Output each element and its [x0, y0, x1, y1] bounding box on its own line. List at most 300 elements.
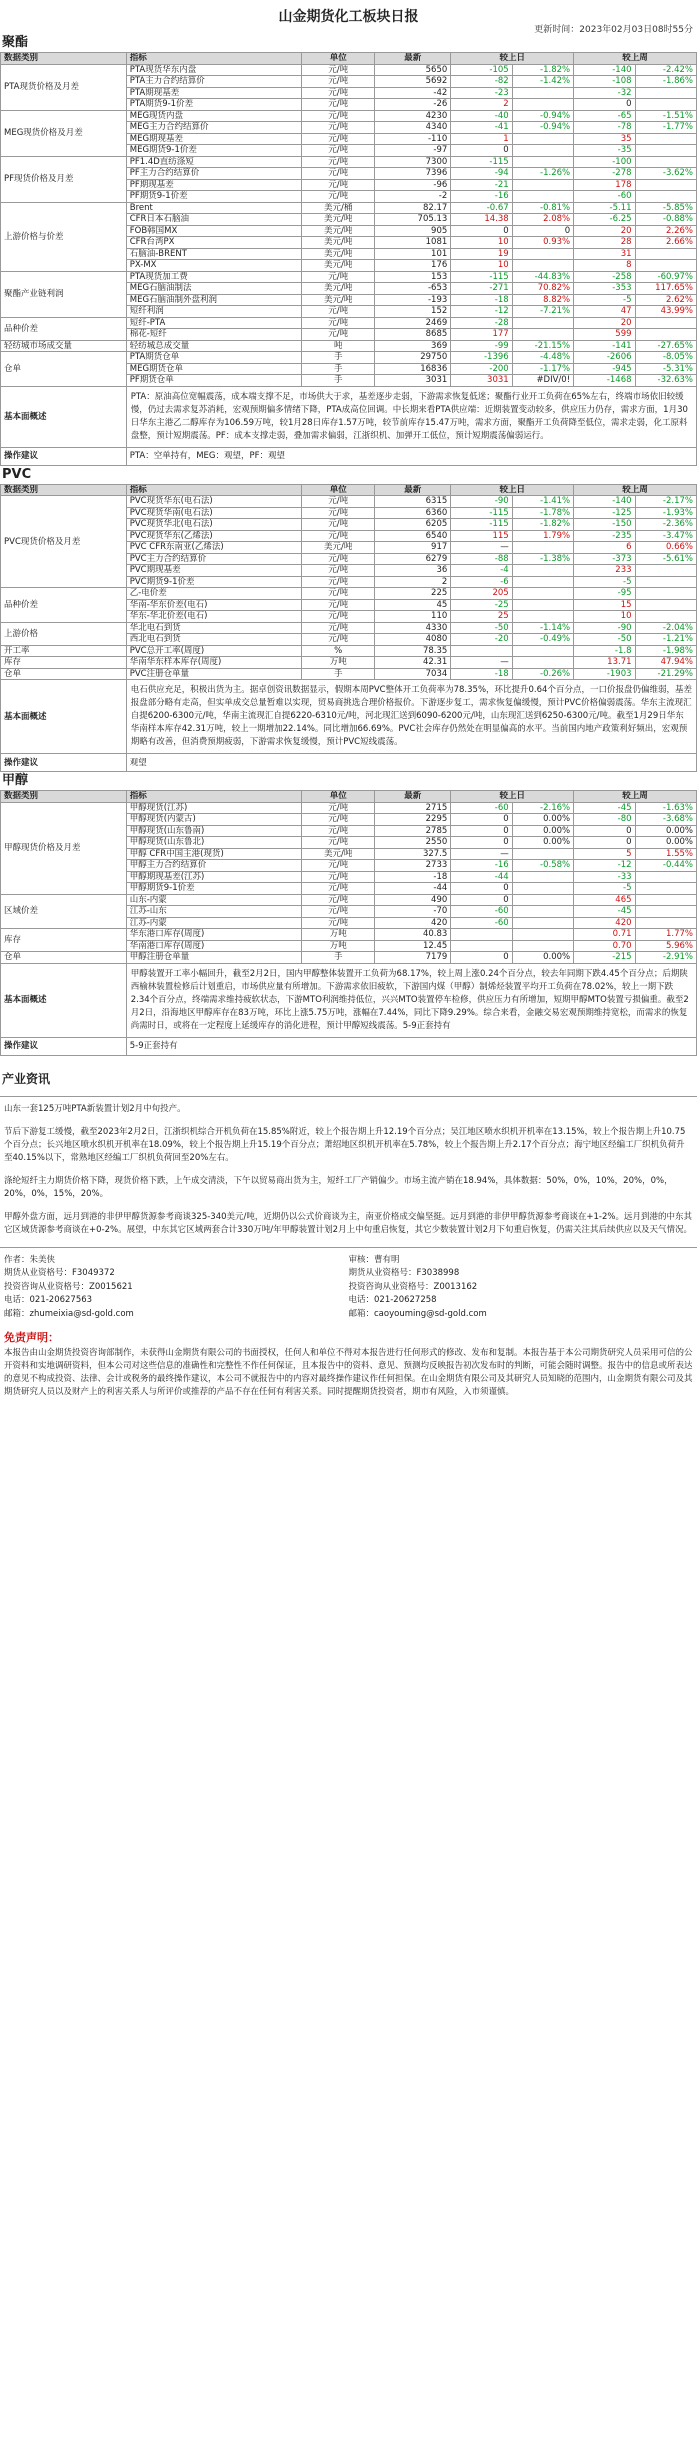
week-pct-cell: -1.21%	[635, 634, 696, 646]
category-cell: PVC现货价格及月差	[1, 496, 127, 588]
indicator-cell: PF主力合约结算价	[126, 168, 301, 180]
day-pct-cell: 1.79%	[512, 530, 573, 542]
indicator-cell: PVC现货华南(电石法)	[126, 507, 301, 519]
day-change-cell: -90	[451, 496, 512, 508]
week-pct-cell: -1.63%	[635, 802, 696, 814]
day-change-cell: -6	[451, 576, 512, 588]
indicator-cell: 华东港口库存(周度)	[126, 929, 301, 941]
header-cell: 最新	[375, 484, 451, 496]
day-change-cell: -82	[451, 76, 512, 88]
unit-cell: 元/吨	[302, 576, 375, 588]
latest-cell: 36	[375, 565, 451, 577]
day-pct-cell	[512, 588, 573, 600]
category-cell: PF现货价格及月差	[1, 156, 127, 202]
unit-cell: 吨	[302, 340, 375, 352]
update-time: 更新时间：2023年02月03日08时55分	[534, 25, 693, 35]
week-change-cell: 20	[574, 225, 635, 237]
day-pct-cell	[512, 87, 573, 99]
day-pct-cell	[512, 657, 573, 669]
week-change-cell: -90	[574, 622, 635, 634]
week-pct-cell: 2.62%	[635, 294, 696, 306]
week-pct-cell: -5.85%	[635, 202, 696, 214]
summary-label: 基本面概述	[1, 680, 127, 754]
section-title: PVC	[2, 466, 32, 482]
day-change-cell: -271	[451, 283, 512, 295]
latest-cell: 5692	[375, 76, 451, 88]
category-cell: 上游价格	[1, 622, 127, 645]
advice-text: PTA：空单持有，MEG：观望，PF：观望	[126, 447, 696, 465]
unit-cell: 元/吨	[302, 860, 375, 872]
day-pct-cell	[512, 848, 573, 860]
day-change-cell: 10	[451, 260, 512, 272]
week-change-cell: -12	[574, 860, 635, 872]
day-pct-cell: 2.08%	[512, 214, 573, 226]
indicator-cell: 轻纺城总成交量	[126, 340, 301, 352]
day-pct-cell	[512, 894, 573, 906]
latest-cell: 4080	[375, 634, 451, 646]
unit-cell: 元/吨	[302, 168, 375, 180]
week-change-cell: -1903	[574, 668, 635, 680]
week-change-cell: 35	[574, 133, 635, 145]
day-change-cell: 205	[451, 588, 512, 600]
week-change-cell: 5	[574, 848, 635, 860]
indicator-cell: 甲醇现货(山东鲁南)	[126, 825, 301, 837]
week-pct-cell: -21.29%	[635, 668, 696, 680]
unit-cell: 元/吨	[302, 906, 375, 918]
table-row	[1, 952, 697, 964]
week-pct-cell	[635, 248, 696, 260]
week-pct-cell: 0.66%	[635, 542, 696, 554]
week-change-cell: -78	[574, 122, 635, 134]
table-row	[1, 622, 697, 634]
summary-text: PTA：原油高位宽幅震荡，成本端支撑不足，市场供大于求，基差逐步走弱，下游需求恢复低迷；聚酯行业开工负荷在65%左右，终端市场依旧较缓慢，仍过去需求复苏消耗，宏观预期偏多情绪下降，PTA成高位回调。中长期来看PTA供应端：近期装置变动较多，供应压力仍存，需求方面，1月30日华东主港乙二醇库存为106.59万吨，较1月28日库存1.57万吨，较节前库存15.47万吨，需求方面，聚酯开工负荷降至低位，需求走弱，化工原料盘整，预计短期震荡。PF：成本支撑走弱，叠加需求偏弱，江浙织机、加弹开工低位，预计短期震荡偏弱运行。	[126, 386, 696, 447]
advice-label: 操作建议	[1, 754, 127, 772]
week-change-cell: -35	[574, 145, 635, 157]
industry-title: 产业资讯	[2, 1071, 51, 1086]
unit-cell: 万吨	[302, 657, 375, 669]
disclaimer-title: 免责声明：	[4, 1331, 59, 1344]
day-change-cell: -12	[451, 306, 512, 318]
day-pct-cell	[512, 576, 573, 588]
latest-cell: 42.31	[375, 657, 451, 669]
contact-line: 期货从业资格号：F3049372	[4, 1268, 115, 1278]
day-change-cell: -16	[451, 860, 512, 872]
week-pct-cell	[635, 156, 696, 168]
latest-cell: 4340	[375, 122, 451, 134]
latest-cell: 905	[375, 225, 451, 237]
indicator-cell: 江苏-山东	[126, 906, 301, 918]
week-change-cell: 420	[574, 917, 635, 929]
unit-cell: 手	[302, 375, 375, 387]
day-pct-cell	[512, 329, 573, 341]
indicator-cell: PTA期现基差	[126, 87, 301, 99]
indicator-cell: 甲醇 CFR中国主港(现货)	[126, 848, 301, 860]
table-row	[1, 657, 697, 669]
day-pct-cell: -4.48%	[512, 352, 573, 364]
indicator-cell: PF期现基差	[126, 179, 301, 191]
week-change-cell: -65	[574, 110, 635, 122]
day-change-cell: 177	[451, 329, 512, 341]
week-change-cell: -1468	[574, 375, 635, 387]
unit-cell: 美元/吨	[302, 260, 375, 272]
week-pct-cell: 0.00%	[635, 825, 696, 837]
table-row	[1, 340, 697, 352]
week-change-cell: 0	[574, 99, 635, 111]
latest-cell: 78.35	[375, 645, 451, 657]
indicator-cell: 甲醇期货9-1价差	[126, 883, 301, 895]
day-pct-cell	[512, 940, 573, 952]
week-pct-cell: -2.17%	[635, 496, 696, 508]
summary-label: 基本面概述	[1, 963, 127, 1037]
indicator-cell: MEG期货9-1价差	[126, 145, 301, 157]
week-change-cell: -45	[574, 906, 635, 918]
week-pct-cell: 2.66%	[635, 237, 696, 249]
indicator-cell: PVC现货华北(电石法)	[126, 519, 301, 531]
indicator-cell: PTA期货9-1价差	[126, 99, 301, 111]
week-change-cell: 6	[574, 542, 635, 554]
day-pct-cell: 70.82%	[512, 283, 573, 295]
latest-cell: 1081	[375, 237, 451, 249]
day-change-cell: -16	[451, 191, 512, 203]
category-cell: 区域价差	[1, 894, 127, 929]
indicator-cell: MEG主力合约结算价	[126, 122, 301, 134]
week-change-cell: 0.71	[574, 929, 635, 941]
day-pct-cell	[512, 906, 573, 918]
unit-cell: 美元/吨	[302, 214, 375, 226]
week-change-cell: -100	[574, 156, 635, 168]
week-pct-cell: -3.47%	[635, 530, 696, 542]
table-row	[1, 668, 697, 680]
day-pct-cell	[512, 248, 573, 260]
unit-cell: 元/吨	[302, 802, 375, 814]
week-change-cell: -945	[574, 363, 635, 375]
day-change-cell: -25	[451, 599, 512, 611]
week-change-cell: -1.8	[574, 645, 635, 657]
unit-cell: 元/吨	[302, 622, 375, 634]
day-pct-cell	[512, 260, 573, 272]
latest-cell: 82.17	[375, 202, 451, 214]
day-pct-cell: -0.81%	[512, 202, 573, 214]
header-cell: 数据类别	[1, 484, 127, 496]
indicator-cell: PVC注册仓单量	[126, 668, 301, 680]
latest-cell: 101	[375, 248, 451, 260]
indicator-cell: 华南-华东价差(电石)	[126, 599, 301, 611]
week-pct-cell	[635, 260, 696, 272]
day-pct-cell	[512, 542, 573, 554]
week-pct-cell: -5.61%	[635, 553, 696, 565]
latest-cell: 2295	[375, 814, 451, 826]
news-list	[0, 1103, 697, 1237]
week-pct-cell	[635, 871, 696, 883]
advice-row	[1, 754, 697, 772]
latest-cell: 490	[375, 894, 451, 906]
week-change-cell: -80	[574, 814, 635, 826]
week-change-cell: -60	[574, 191, 635, 203]
day-pct-cell	[512, 611, 573, 623]
latest-cell: 153	[375, 271, 451, 283]
table-row	[1, 894, 697, 906]
latest-cell: 29750	[375, 352, 451, 364]
table-header-row	[1, 484, 697, 496]
indicator-cell: 江苏-内蒙	[126, 917, 301, 929]
week-pct-cell: -1.51%	[635, 110, 696, 122]
section-title: 甲醇	[2, 773, 29, 788]
indicator-cell: PTA期货仓单	[126, 352, 301, 364]
table-row	[1, 110, 697, 122]
category-cell: 库存	[1, 657, 127, 669]
week-pct-cell	[635, 329, 696, 341]
week-change-cell: -5.11	[574, 202, 635, 214]
unit-cell: 元/吨	[302, 133, 375, 145]
latest-cell: -18	[375, 871, 451, 883]
week-pct-cell: 43.99%	[635, 306, 696, 318]
day-change-cell: 0	[451, 883, 512, 895]
week-pct-cell	[635, 576, 696, 588]
header-cell: 较上日	[451, 484, 574, 496]
header-cell: 指标	[126, 53, 301, 65]
contact-line: 作者：朱美侠	[4, 1254, 56, 1265]
indicator-cell: PTA现货华东内盘	[126, 64, 301, 76]
table-row	[1, 352, 697, 364]
day-change-cell: -99	[451, 340, 512, 352]
day-change-cell: 0	[451, 825, 512, 837]
unit-cell: 美元/吨	[302, 542, 375, 554]
week-change-cell: -95	[574, 588, 635, 600]
week-change-cell: -258	[574, 271, 635, 283]
day-change-cell: 0	[451, 837, 512, 849]
contact-line: 邮箱：zhumeixia@sd-gold.com	[4, 1308, 134, 1319]
day-change-cell: 2	[451, 99, 512, 111]
indicator-cell: 乙-电价差	[126, 588, 301, 600]
data-table	[0, 790, 697, 1056]
news-item: 节后下游复工缓慢，截至2023年2月2日，江浙织机综合开机负荷在15.85%附近，较上个报告期上升12.19个百分点；吴江地区喷水织机开机率在13.15%，较上个报告期上升10.75个百分点；长兴地区喷水织机开机率在18.09%，较上个报告期上升15.19个百分点；萧绍地区织机开机率在5.78%，较上个报告期上升2.17个百分点；海宁地区经编工厂织机负荷升至40.15%以下，常熟地区经编工厂织机负荷回至20%左右。	[4, 1126, 686, 1163]
indicator-cell: PVC期货9-1价差	[126, 576, 301, 588]
week-pct-cell: -2.91%	[635, 952, 696, 964]
week-pct-cell: 1.77%	[635, 929, 696, 941]
week-pct-cell: -2.04%	[635, 622, 696, 634]
unit-cell: 元/吨	[302, 611, 375, 623]
unit-cell: 元/吨	[302, 814, 375, 826]
day-change-cell: 0	[451, 952, 512, 964]
week-change-cell: -5	[574, 576, 635, 588]
contact-line: 电话：021-20627563	[4, 1295, 93, 1305]
week-change-cell: -6.25	[574, 214, 635, 226]
day-pct-cell	[512, 191, 573, 203]
day-change-cell: -60	[451, 917, 512, 929]
divider	[0, 1247, 697, 1248]
week-pct-cell: -1.86%	[635, 76, 696, 88]
header-cell: 单位	[302, 791, 375, 803]
day-change-cell: -50	[451, 622, 512, 634]
day-change-cell	[451, 940, 512, 952]
category-cell: MEG现货价格及月差	[1, 110, 127, 156]
week-change-cell: 47	[574, 306, 635, 318]
week-pct-cell: -1.93%	[635, 507, 696, 519]
latest-cell: 7396	[375, 168, 451, 180]
unit-cell: 元/吨	[302, 271, 375, 283]
day-change-cell: -105	[451, 64, 512, 76]
header-cell: 单位	[302, 53, 375, 65]
table-row	[1, 64, 697, 76]
news-item: 涤纶短纤主力期货价格下降，现货价格下跌，上午成交清淡，下午以贸易商出货为主，短纤工厂产销偏少。市场主流产销在18.94%，具体数据：50%，0%，10%，20%，0%，20%，0%，15%，20%。	[4, 1175, 673, 1199]
latest-cell: 6315	[375, 496, 451, 508]
contact-line: 电话：021-20627258	[348, 1295, 437, 1305]
table-row	[1, 202, 697, 214]
latest-cell: -110	[375, 133, 451, 145]
header-cell: 单位	[302, 484, 375, 496]
table-row	[1, 271, 697, 283]
unit-cell: 元/吨	[302, 496, 375, 508]
week-pct-cell: -60.97%	[635, 271, 696, 283]
week-change-cell: -353	[574, 283, 635, 295]
day-change-cell: -20	[451, 634, 512, 646]
day-change-cell: -1396	[451, 352, 512, 364]
contact-line: 投资咨询从业资格号：Z0013162	[348, 1281, 478, 1292]
unit-cell: 元/吨	[302, 145, 375, 157]
table-row	[1, 802, 697, 814]
table-header-row	[1, 791, 697, 803]
indicator-cell: PF1.4D直纺涤短	[126, 156, 301, 168]
unit-cell: 美元/吨	[302, 248, 375, 260]
day-change-cell: -4	[451, 565, 512, 577]
day-pct-cell: -0.26%	[512, 668, 573, 680]
unit-cell: %	[302, 645, 375, 657]
week-pct-cell	[635, 191, 696, 203]
day-pct-cell: -1.42%	[512, 76, 573, 88]
unit-cell: 美元/吨	[302, 283, 375, 295]
indicator-cell: Brent	[126, 202, 301, 214]
unit-cell: 元/吨	[302, 306, 375, 318]
week-pct-cell: -1.98%	[635, 645, 696, 657]
indicator-cell: CFR日本石脑油	[126, 214, 301, 226]
indicator-cell: 短纤-PTA	[126, 317, 301, 329]
header-cell: 指标	[126, 484, 301, 496]
week-change-cell: -278	[574, 168, 635, 180]
advice-label: 操作建议	[1, 1037, 127, 1055]
latest-cell: 420	[375, 917, 451, 929]
indicator-cell: MEG石脑油制外盘利润	[126, 294, 301, 306]
summary-row	[1, 963, 697, 1037]
unit-cell: 元/吨	[302, 87, 375, 99]
unit-cell: 万吨	[302, 929, 375, 941]
day-pct-cell: -0.49%	[512, 634, 573, 646]
latest-cell: 45	[375, 599, 451, 611]
indicator-cell: 山东-内蒙	[126, 894, 301, 906]
indicator-cell: 甲醇现货(山东鲁北)	[126, 837, 301, 849]
day-change-cell: 25	[451, 611, 512, 623]
author-contact	[4, 1254, 349, 1322]
latest-cell: -96	[375, 179, 451, 191]
day-pct-cell: -1.82%	[512, 64, 573, 76]
week-change-cell: 233	[574, 565, 635, 577]
header-cell: 较上周	[574, 53, 697, 65]
day-pct-cell: -0.94%	[512, 110, 573, 122]
latest-cell: 5650	[375, 64, 451, 76]
week-pct-cell: 2.26%	[635, 225, 696, 237]
latest-cell: 110	[375, 611, 451, 623]
indicator-cell: MEG期现基差	[126, 133, 301, 145]
section-title: 聚酯	[2, 35, 29, 50]
category-cell: 仓单	[1, 952, 127, 964]
table-row	[1, 496, 697, 508]
latest-cell: 705.13	[375, 214, 451, 226]
week-change-cell: -141	[574, 340, 635, 352]
indicator-cell: PF期货仓单	[126, 375, 301, 387]
week-pct-cell: 5.96%	[635, 940, 696, 952]
unit-cell: 元/吨	[302, 99, 375, 111]
week-change-cell: 465	[574, 894, 635, 906]
week-change-cell: -150	[574, 519, 635, 531]
indicator-cell: MEG石脑油制法	[126, 283, 301, 295]
week-pct-cell: -2.42%	[635, 64, 696, 76]
indicator-cell: PX-MX	[126, 260, 301, 272]
latest-cell: 917	[375, 542, 451, 554]
category-cell: 库存	[1, 929, 127, 952]
latest-cell: 3031	[375, 375, 451, 387]
day-pct-cell	[512, 645, 573, 657]
day-pct-cell: 0	[512, 225, 573, 237]
day-change-cell: 0	[451, 145, 512, 157]
table-row	[1, 645, 697, 657]
week-pct-cell: -3.62%	[635, 168, 696, 180]
week-pct-cell	[635, 87, 696, 99]
category-cell: 品种价差	[1, 317, 127, 340]
unit-cell: 元/吨	[302, 179, 375, 191]
latest-cell: 2550	[375, 837, 451, 849]
indicator-cell: 华南华东样本库存(周度)	[126, 657, 301, 669]
week-pct-cell: 0.00%	[635, 837, 696, 849]
day-pct-cell	[512, 145, 573, 157]
day-pct-cell: -1.41%	[512, 496, 573, 508]
day-pct-cell	[512, 317, 573, 329]
week-pct-cell	[635, 588, 696, 600]
week-change-cell: 10	[574, 611, 635, 623]
day-change-cell: -115	[451, 507, 512, 519]
unit-cell: 元/吨	[302, 588, 375, 600]
latest-cell: 16836	[375, 363, 451, 375]
summary-label: 基本面概述	[1, 386, 127, 447]
category-cell: 开工率	[1, 645, 127, 657]
day-pct-cell: -1.78%	[512, 507, 573, 519]
latest-cell: -26	[375, 99, 451, 111]
day-change-cell: -60	[451, 906, 512, 918]
advice-text: 观望	[126, 754, 696, 772]
indicator-cell: MEG现货内盘	[126, 110, 301, 122]
category-cell: 甲醇现货价格及月差	[1, 802, 127, 894]
week-pct-cell	[635, 599, 696, 611]
day-pct-cell: 0.00%	[512, 837, 573, 849]
day-change-cell: -94	[451, 168, 512, 180]
week-change-cell: -32	[574, 87, 635, 99]
day-pct-cell: -1.82%	[512, 519, 573, 531]
week-pct-cell	[635, 99, 696, 111]
day-pct-cell: 8.82%	[512, 294, 573, 306]
week-change-cell: -33	[574, 871, 635, 883]
category-cell: PTA现货价格及月差	[1, 64, 127, 110]
day-pct-cell: -1.38%	[512, 553, 573, 565]
header-cell: 数据类别	[1, 791, 127, 803]
indicator-cell: PVC总开工率(周度)	[126, 645, 301, 657]
latest-cell: -653	[375, 283, 451, 295]
latest-cell: -2	[375, 191, 451, 203]
week-change-cell: 0	[574, 837, 635, 849]
day-pct-cell: -1.26%	[512, 168, 573, 180]
data-table	[0, 484, 697, 773]
latest-cell: 4230	[375, 110, 451, 122]
day-change-cell: 0	[451, 894, 512, 906]
day-change-cell: 0	[451, 225, 512, 237]
day-pct-cell	[512, 917, 573, 929]
